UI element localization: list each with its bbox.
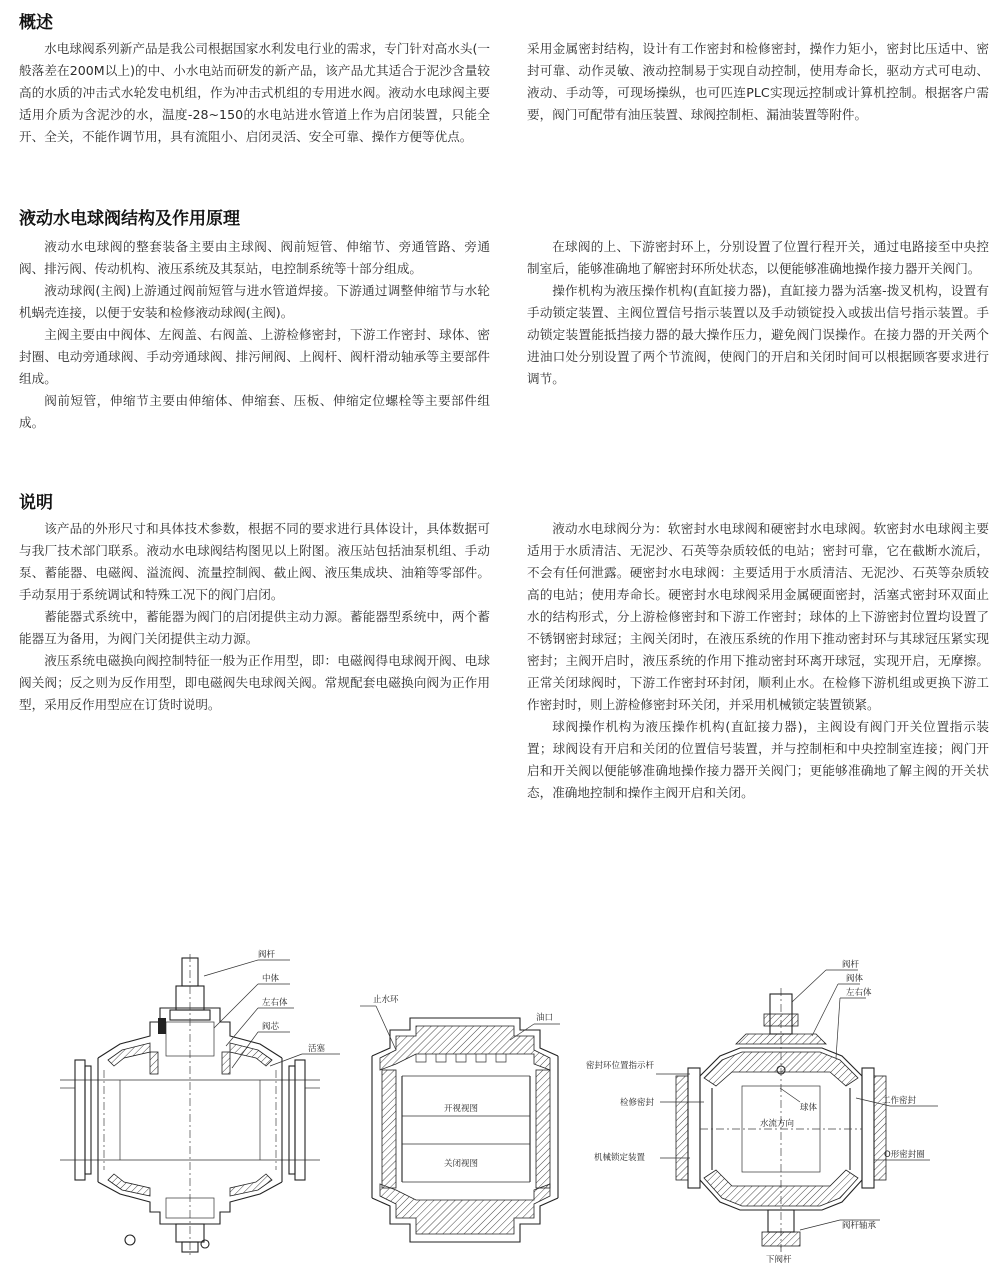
overview-right-column (527, 38, 989, 126)
structure-left-column (19, 236, 490, 434)
paragraph: 水电球阀系列新产品是我公司根据国家水利发电行业的需求，专门针对高水头(一般落差在200M以上)的中、小水电站而研发的新产品，该产品尤其适合于泥沙含量较高的水质的冲击式水轮发电机组，作为冲击式机组的专用进水阀。液动水电球阀主要适用介质为含泥沙的水，温度-28~150的水电站进水管道上作为启闭装置，只能全开、全关，不能作调节用，具有流阻小、启闭灵活、安全可靠、操作方便等优点。 (19, 41, 490, 144)
label-ball: 球体 (800, 1103, 818, 1113)
hard-seal-ball-valve-diagram (586, 959, 938, 1265)
label-stem: 阀杆 (258, 950, 276, 960)
label-stem: 阀杆 (842, 960, 860, 970)
paragraph: 液动水电球阀的整套装备主要由主球阀、阀前短管、伸缩节、旁通管路、旁通阀、排污阀、传动机构、液压系统及其泵站，电控制系统等十部分组成。 (19, 239, 490, 276)
paragraph: 采用金属密封结构，设计有工作密封和检修密封，操作力矩小，密封比压适中、密封可靠、动作灵敏、液动控制易于实现自动控制，使用寿命长，驱动方式可电动、液动、手动等，可现场操纵，也可匹连PLC实现远控制或计算机控制。根据客户需要，阀门可配带有油压装置、球阀控制柜、漏油装置等附件。 (527, 41, 989, 122)
notes-right-column (527, 518, 989, 804)
paragraph: 液动水电球阀分为：软密封水电球阀和硬密封水电球阀。软密封水电球阀主要适用于水质清洁、无泥沙、石英等杂质较低的电站；密封可靠，它在截断水流后，不会有任何泄露。硬密封水电球阀：主要适用于水质清洁、无泥沙、石英等杂质较高的电站；使用寿命长。硬密封水电球阀采用金属硬面密封，活塞式密封环双面止水的结构形式，分上游检修密封和下游工作密封；球体的上下游密封位置均设置了不锈钢密封球冠；主阀关闭时，在液压系统的作用下推动密封环与其球冠压紧实现密封；主阀开启时，液压系统的作用下推动密封环离开球冠，实现开启，无摩擦。正常关闭球阀时，下游工作密封环封闭，顺利止水。在检修下游机组或更换下游工作密封时，则上游检修密封环关闭，并采用机械锁定装置锁紧。 (527, 521, 989, 712)
label-stem-bearing: 阀杆轴承 (842, 1221, 877, 1231)
label-closed-view: 关闭视图 (444, 1159, 479, 1169)
label-valve-core: 阀芯 (262, 1022, 280, 1032)
label-left-right-body: 左右体 (262, 998, 288, 1008)
label-seal-ring-indicator-rod: 密封环位置指示杆 (586, 1061, 655, 1071)
ball-valve-section-diagram (60, 949, 340, 1258)
label-lower-stem: 下阀杆 (766, 1255, 792, 1265)
label-mechanical-lock: 机械锁定装置 (594, 1153, 646, 1163)
paragraph: 蓄能器式系统中，蓄能器为阀门的启闭提供主动力源。蓄能器型系统中，两个蓄能器互为备用，为阀门关闭提供主动力源。 (19, 609, 490, 646)
overview-left-column (19, 38, 490, 148)
paragraph: 球阀操作机构为液压操作机构(直缸接力器)，主阀设有阀门开关位置指示装置；球阀设有开启和关闭的位置信号装置，并与控制柜和中央控制室连接；阀门开启和开关阀以便能够准确地操作接力器开关阀门；更能够准确地了解主阀的开关状态，准确地控制和操作主阀开启和关闭。 (527, 719, 989, 800)
label-open-view: 开视视图 (444, 1104, 479, 1114)
label-flow-direction: 水流方向 (760, 1119, 795, 1129)
label-maintenance-seal: 检修密封 (620, 1098, 655, 1108)
label-piston: 活塞 (308, 1044, 326, 1054)
paragraph: 在球阀的上、下游密封环上，分别设置了位置行程开关，通过电路接至中央控制室后，能够准确地了解密封环所处状态，以便能够准确地操作接力器开关阀门。 (527, 239, 989, 276)
label-valve-body: 阀体 (846, 974, 864, 984)
paragraph: 该产品的外形尺寸和具体技术参数，根据不同的要求进行具体设计，具体数据可与我厂技术部门联系。液动水电球阀结构图见以上附图。液压站包括油泵机组、手动泵、蓄能器、电磁阀、溢流阀、流量控制阀、截止阀、液压集成块、油箱等零部件。手动泵用于系统调试和特殊工况下的阀门启闭。 (19, 521, 490, 602)
paragraph: 液压系统电磁换向阀控制特征一般为正作用型，即：电磁阀得电球阀开阀、电球阀关阀；反之则为反作用型，即电磁阀失电球阀关阀。常规配套电磁换向阀为正作用型，采用反作用型应在订货时说明。 (19, 653, 490, 712)
valve-open-close-view-diagram (360, 994, 560, 1242)
paragraph: 操作机构为液压操作机构(直缸接力器)，直缸接力器为活塞-拨叉机构，设置有手动锁定装置、主阀位置信号指示装置以及手动锁锭投入或拔出信号指示装置。手动锁定装置能抵挡接力器的最大操作压力，避免阀门误操作。在接力器的开关两个进油口处分别设置了两个节流阀，使阀门的开启和关闭时间可以根据顾客要求进行调节。 (527, 283, 989, 386)
paragraph: 主阀主要由中阀体、左阀盖、右阀盖、上游检修密封，下游工作密封、球体、密封圈、电动旁通球阀、手动旁通球阀、排污闸阀、上阀杆、阀杆滑动轴承等主要部件组成。 (19, 327, 490, 386)
label-o-ring: O形密封圈 (884, 1150, 925, 1160)
notes-left-column (19, 518, 490, 716)
structure-right-column (527, 236, 989, 390)
section-title-overview: 概述 (19, 13, 53, 33)
section-title-structure: 液动水电球阀结构及作用原理 (19, 209, 240, 229)
paragraph: 阀前短管，伸缩节主要由伸缩体、伸缩套、压板、伸缩定位螺栓等主要部件组成。 (19, 393, 490, 430)
label-working-seal: 工作密封 (882, 1096, 917, 1106)
label-water-stop-ring: 止水环 (373, 995, 399, 1005)
label-middle-body: 中体 (262, 974, 280, 984)
paragraph: 液动球阀(主阀)上游通过阀前短管与进水管道焊接。下游通过调整伸缩节与水轮机蜗壳连接，以便于安装和检修液动球阀(主阀)。 (19, 283, 490, 320)
section-title-notes: 说明 (19, 493, 53, 513)
label-oil-port: 油口 (536, 1013, 554, 1023)
label-left-right-body: 左右体 (846, 988, 872, 998)
valve-diagrams (0, 948, 1000, 1268)
